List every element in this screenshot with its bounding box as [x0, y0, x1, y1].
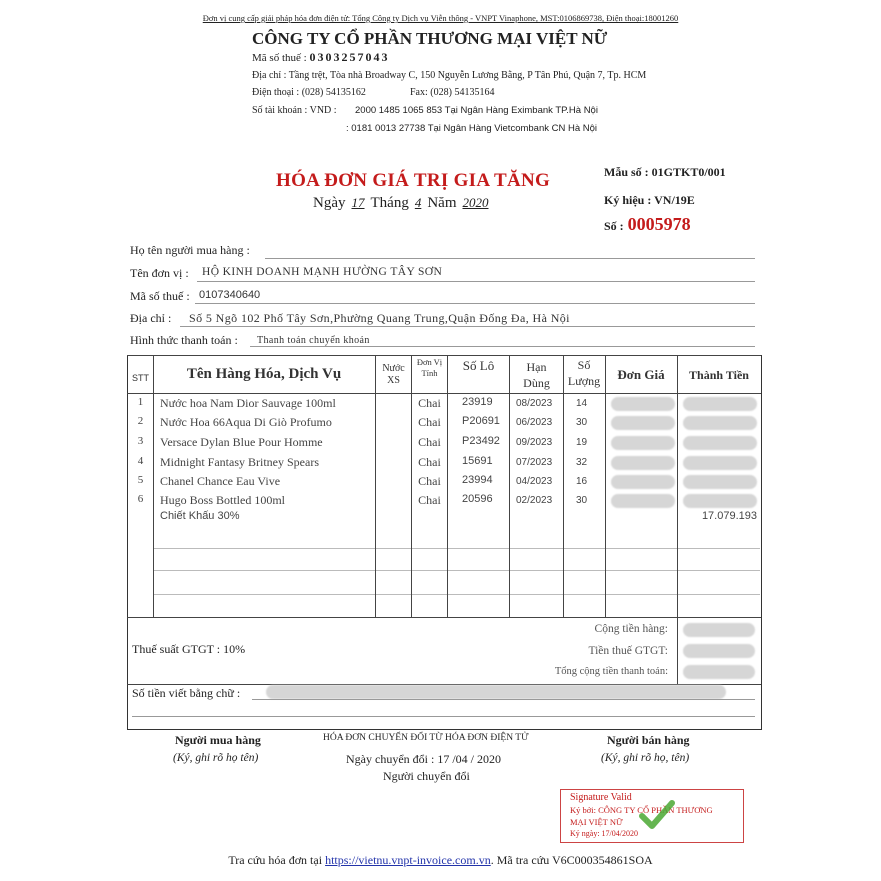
header-product-name: Tên Hàng Hóa, Dịch Vụ [186, 366, 342, 382]
row-unit: Chai [418, 415, 441, 429]
header-amount: Thành Tiền [689, 368, 749, 382]
date-year: 2020 [462, 195, 489, 210]
date-day-label: Ngày [313, 195, 346, 211]
row-expiry: 02/2023 [516, 495, 553, 506]
form-number: Mẫu số : 01GTKT0/001 [604, 165, 726, 179]
row-qty: 19 [576, 437, 588, 448]
date-month-label: Tháng [370, 195, 409, 211]
row-unit: Chai [418, 474, 441, 488]
col-divider [509, 355, 510, 617]
header-unit: Đơn Vị Tính [416, 357, 443, 378]
buyer-name-label: Họ tên người mua hàng : [130, 243, 250, 257]
row-expiry: 06/2023 [516, 417, 553, 428]
seller-account-label: Số tài khoản : VND : [252, 105, 337, 116]
grand-total-redacted [683, 665, 755, 679]
buyer-tax-label: Mã số thuế : [130, 289, 190, 303]
header-qty: Số Lượng [567, 358, 601, 388]
row-name: Versace Dylan Blue Pour Homme [160, 435, 323, 449]
row-qty: 30 [576, 417, 588, 428]
vat-rate: 10% [223, 642, 246, 656]
row-qty: 30 [576, 495, 588, 506]
seller-tax-row [252, 50, 389, 65]
seller-account-1: 2000 1485 1065 853 Tại Ngân Hàng Eximbank TP.Hà Nội [355, 105, 598, 116]
row-lot: 20596 [462, 493, 493, 505]
seller-signature-hint: (Ký, ghi rõ họ, tên) [601, 752, 690, 764]
table-body-end [127, 617, 761, 618]
conversion-date: Ngày chuyển đổi : 17 /04 / 2020 [346, 752, 501, 766]
buyer-unit-line [197, 281, 755, 282]
row-lot: P20691 [462, 415, 500, 427]
unit-price-redacted [611, 436, 675, 450]
header-origin: Nước XS [382, 363, 405, 386]
row-stt: 2 [137, 415, 144, 427]
buyer-address-label: Địa chỉ : [130, 311, 172, 325]
row-stt: 6 [137, 493, 144, 505]
row-expiry: 04/2023 [516, 476, 553, 487]
lookup-suffix: . Mã tra cứu V6C000354861SOA [490, 853, 653, 867]
unit-price-redacted [611, 416, 675, 430]
table-header-border [127, 393, 761, 394]
seller-phone: Điện thoại : (028) 54135162 [252, 87, 366, 98]
seller-name: CÔNG TY CỔ PHẦN THƯƠNG MẠI VIỆT NỮ [252, 29, 608, 48]
unit-price-redacted [611, 475, 675, 489]
converter-label: Người chuyển đổi [383, 769, 470, 783]
row-expiry: 07/2023 [516, 457, 553, 468]
subtotal-redacted [683, 623, 755, 637]
lookup-footer [0, 853, 881, 868]
date-year-label: Năm [427, 195, 457, 211]
unit-price-redacted [611, 456, 675, 470]
buyer-signature-hint: (Ký, ghi rõ họ tên) [173, 752, 259, 764]
digital-signature-stamp [560, 789, 744, 843]
date-day: 17 [351, 195, 365, 210]
words-line-2 [132, 716, 755, 717]
row-unit: Chai [418, 455, 441, 469]
amount-redacted [683, 494, 757, 508]
col-divider [375, 355, 376, 617]
invoice-number-label: Số : [604, 219, 624, 233]
row-name: Midnight Fantasy Britney Spears [160, 455, 319, 469]
col-divider [447, 355, 448, 617]
unit-price-redacted [611, 494, 675, 508]
vat-rate-text: Thuế suất GTGT : [132, 642, 221, 656]
invoice-title: HÓA ĐƠN GIÁ TRỊ GIA TĂNG [276, 170, 551, 191]
lookup-prefix: Tra cứu hóa đơn tại [228, 853, 323, 867]
seller-account-2: : 0181 0013 27738 Tại Ngân Hàng Vietcombank CN Hà Nội [346, 123, 598, 134]
invoice-date [313, 195, 495, 212]
seller-fax: Fax: (028) 54135164 [410, 87, 495, 98]
buyer-tax-code: 0107340640 [199, 289, 261, 301]
invoice-number-row [604, 214, 691, 235]
amount-redacted [683, 436, 757, 450]
stamp-signer-1: Ký bởi: CÔNG TY CỔ PHẦN THƯƠNG [570, 805, 713, 815]
words-line [252, 699, 755, 700]
discount-label: Chiết Khấu 30% [160, 510, 240, 522]
row-lot: 23919 [462, 396, 493, 408]
seller-signature-title: Người bán hàng [607, 733, 690, 747]
amount-redacted [683, 416, 757, 430]
buyer-address: Số 5 Ngõ 102 Phố Tây Sơn,Phường Quang Trung,Quận Đống Đa, Hà Nội [189, 311, 570, 325]
header-lot: Số Lô [462, 358, 495, 373]
row-qty: 14 [576, 398, 588, 409]
conversion-title: HÓA ĐƠN CHUYỂN ĐỔI TỪ HÓA ĐƠN ĐIỆN TỬ [323, 733, 529, 743]
payment-line [250, 346, 755, 347]
stamp-valid: Signature Valid [570, 792, 632, 803]
amount-redacted [683, 475, 757, 489]
payment-label: Hình thức thanh toán : [130, 333, 238, 347]
stamp-date: Ký ngày: 17/04/2020 [570, 829, 638, 838]
amount-redacted [683, 397, 757, 411]
buyer-name-line [265, 258, 755, 259]
row-lot: P23492 [462, 435, 500, 447]
buyer-address-line [180, 326, 755, 327]
row-expiry: 09/2023 [516, 437, 553, 448]
row-qty: 16 [576, 476, 588, 487]
row-unit: Chai [418, 435, 441, 449]
check-icon [639, 800, 675, 830]
row-name: Nước Hoa 66Aqua Di Giò Profumo [160, 415, 332, 429]
empty-row-line [153, 594, 760, 595]
row-unit: Chai [418, 396, 441, 410]
subtotal-label: Cộng tiền hàng: [594, 623, 668, 635]
seller-address: Địa chỉ : Tầng trệt, Tòa nhà Broadway C, 150 Nguyễn Lương Bằng, P Tân Phú, Quận 7, Tp. HCM [252, 70, 647, 81]
row-stt: 1 [137, 396, 144, 408]
amount-in-words-redacted [266, 685, 726, 699]
seller-tax-label: Mã số thuế : [252, 52, 307, 64]
col-divider [153, 355, 154, 617]
row-stt: 4 [137, 455, 144, 467]
row-qty: 32 [576, 457, 588, 468]
row-lot: 15691 [462, 455, 493, 467]
invoice-number: 0005978 [627, 214, 691, 234]
lookup-link[interactable]: https://vietnu.vnpt-invoice.com.vn [325, 853, 491, 867]
row-name: Hugo Boss Bottled 100ml [160, 493, 286, 507]
seller-tax-code: 0303257043 [309, 50, 390, 64]
date-month: 4 [414, 195, 422, 210]
col-divider [605, 355, 606, 617]
table-top-border [127, 355, 761, 356]
vat-rate-label [132, 642, 245, 657]
row-name: Nước hoa Nam Dior Sauvage 100ml [160, 396, 336, 410]
payment-method: Thanh toán chuyển khoản [257, 335, 370, 346]
empty-row-line [153, 548, 760, 549]
discount-value: 17.079.193 [701, 510, 757, 522]
unit-price-redacted [611, 397, 675, 411]
header-stt: STT [132, 373, 149, 383]
invoice-symbol: Ký hiệu : VN/19E [604, 193, 695, 207]
stamp-signer-2: MẠI VIỆT NỮ [570, 817, 623, 827]
grand-total-label: Tổng cộng tiền thanh toán: [554, 666, 668, 677]
row-stt: 5 [137, 474, 144, 486]
buyer-tax-line [195, 303, 755, 304]
vat-label: Tiền thuế GTGT: [588, 645, 668, 657]
row-expiry: 08/2023 [516, 398, 553, 409]
row-lot: 23994 [462, 474, 493, 486]
row-stt: 3 [137, 435, 144, 447]
header-expiry: Hạn Dùng [523, 360, 550, 390]
amount-redacted [683, 456, 757, 470]
vat-redacted [683, 644, 755, 658]
buyer-signature-title: Người mua hàng [175, 733, 261, 747]
empty-row-line [153, 570, 760, 571]
amount-in-words-label: Số tiền viết bằng chữ : [132, 686, 241, 700]
row-unit: Chai [418, 493, 441, 507]
row-name: Chanel Chance Eau Vive [160, 474, 281, 488]
buyer-unit: HỘ KINH DOANH MẠNH HƯỜNG TÂY SƠN [202, 266, 443, 278]
buyer-unit-label: Tên đơn vị : [130, 266, 189, 280]
header-unit-price: Đơn Giá [617, 367, 665, 382]
provider-line: Đơn vị cung cấp giải pháp hóa đơn điện tử: Tổng Công ty Dịch vụ Viễn thông - VNPT Vinaphone, MST:0106869738, Điện thoại:18001260 [202, 13, 679, 23]
